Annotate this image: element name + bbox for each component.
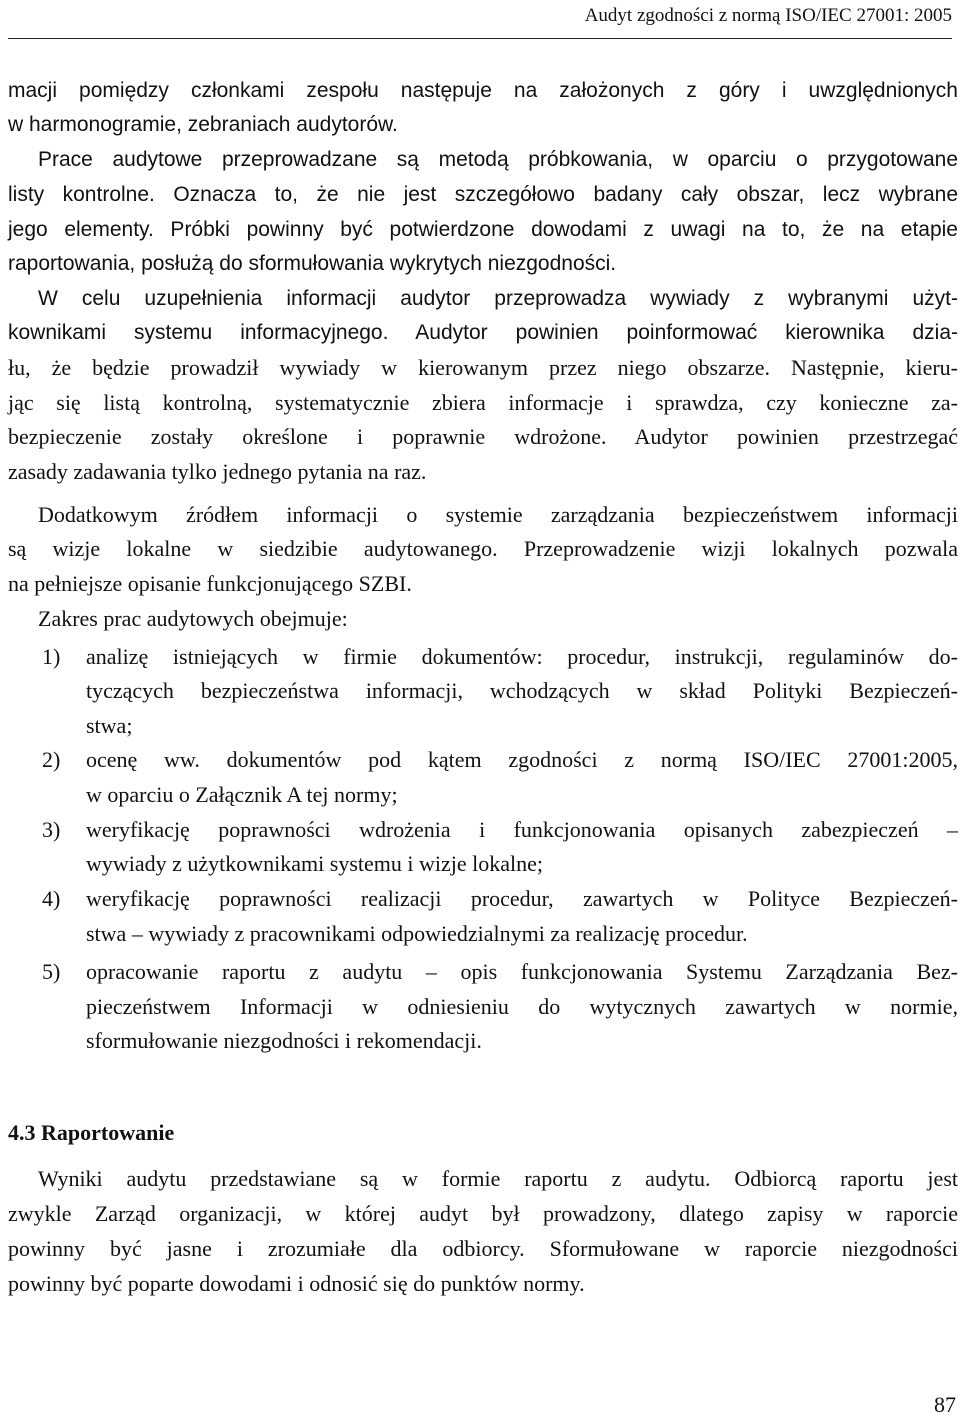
list-item-line: w oparciu o Załącznik A tej normy; — [86, 782, 398, 807]
list-item-line: analizę istniejących w firmie dokumentów: procedur, instrukcji, regulaminów do- — [86, 644, 958, 669]
section-line: powinny być poparte dowodami i odnosić się do punktów normy. — [8, 1271, 585, 1296]
list-item-line: weryfikację poprawności wdrożenia i funkcjonowania opisanych zabezpieczeń – — [86, 817, 958, 842]
body-line: listy kontrolne. Oznacza to, że nie jest szczegółowo badany cały obszar, lecz wybrane — [8, 183, 958, 206]
body-line: bezpieczenie zostały określone i poprawnie wdrożone. Audytor powinien przestrzegać — [8, 424, 958, 449]
section-line: powinny być jasne i zrozumiałe dla odbiorcy. Sformułowane w raporcie niezgodności — [8, 1236, 958, 1261]
list-item-line: opracowanie raportu z audytu – opis funkcjonowania Systemu Zarządzania Bez- — [86, 959, 958, 984]
list-item-line: stwa; — [86, 713, 133, 738]
list-item-line: pieczeństwem Informacji w odniesieniu do wytycznych zawartych w normie, — [86, 994, 958, 1019]
page-number: 87 — [934, 1392, 956, 1417]
body-line: jego elementy. Próbki powinny być potwierdzone dowodami z uwagi na to, że na etapie — [8, 218, 958, 241]
list-item-line: weryfikację poprawności realizacji procedur, zawartych w Polityce Bezpieczeń- — [86, 886, 958, 911]
list-item-line: wywiady z użytkownikami systemu i wizje lokalne; — [86, 851, 544, 876]
list-item-line: stwa – wywiady z pracownikami odpowiedzialnymi za realizację procedur. — [86, 921, 748, 946]
body-line: Prace audytowe przeprowadzane są metodą próbkowania, w oparciu o przygotowane — [38, 148, 958, 171]
body-line: Dodatkowym źródłem informacji o systemie zarządzania bezpieczeństwem informacji — [38, 502, 958, 527]
body-line: kownikami systemu informacyjnego. Audytor powinien poinformować kierownika dzia- — [8, 321, 958, 344]
body-line: raportowania, posłużą do sformułowania wykrytych niezgodności. — [8, 252, 617, 275]
list-item-line: tyczących bezpieczeństwa informacji, wchodzących w skład Polityki Bezpieczeń- — [86, 678, 958, 703]
running-header-title: Audyt zgodności z normą ISO/IEC 27001: 2005 — [584, 5, 952, 26]
body-line: są wizje lokalne w siedzibie audytowanego. Przeprowadzenie wizji lokalnych pozwala — [8, 536, 958, 561]
section-line: zwykle Zarząd organizacji, w której audyt był prowadzony, dlatego zapisy w raporcie — [8, 1201, 958, 1226]
body-line: Zakres prac audytowych obejmuje: — [38, 606, 348, 631]
list-number: 3) — [42, 817, 61, 842]
list-number: 5) — [42, 959, 61, 984]
section-line: Wyniki audytu przedstawiane są w formie raportu z audytu. Odbiorcą raportu jest — [38, 1166, 958, 1191]
section-heading: 4.3 Raportowanie — [8, 1120, 175, 1145]
list-number: 2) — [42, 747, 61, 772]
body-line: macji pomiędzy członkami zespołu następuje na założonych z góry i uwzględnionych — [8, 79, 958, 102]
list-number: 1) — [42, 644, 61, 669]
body-line: zasady zadawania tylko jednego pytania na raz. — [8, 459, 427, 484]
list-number: 4) — [42, 886, 61, 911]
body-line: W celu uzupełnienia informacji audytor przeprowadza wywiady z wybranymi użyt- — [38, 287, 958, 310]
body-line: na pełniejsze opisanie funkcjonującego SZBI. — [8, 571, 412, 596]
running-header — [8, 0, 952, 39]
body-line: jąc się listą kontrolną, systematycznie zbiera informacje i sprawdza, czy konieczne za- — [8, 390, 958, 415]
list-item-line: ocenę ww. dokumentów pod kątem zgodności z normą ISO/IEC 27001:2005, — [86, 747, 958, 772]
body-line: łu, że będzie prowadził wywiady w kierowanym przez niego obszarze. Następnie, kieru- — [8, 355, 958, 380]
list-item-line: sformułowanie niezgodności i rekomendacji. — [86, 1028, 482, 1053]
body-line: w harmonogramie, zebraniach audytorów. — [8, 113, 398, 136]
